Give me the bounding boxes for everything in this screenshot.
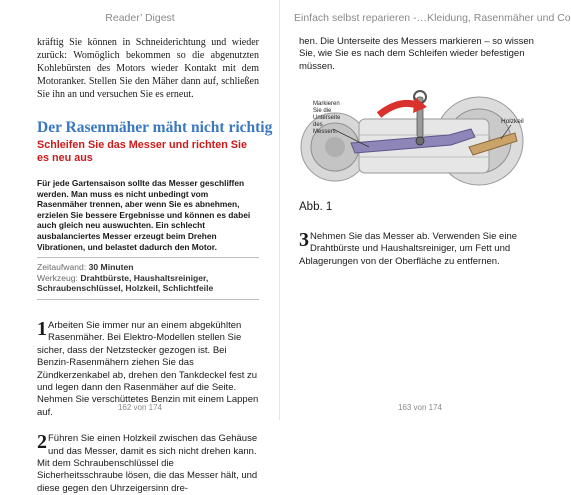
step-2	[37, 433, 259, 495]
page-number-left: 162 von 174	[117, 403, 163, 412]
time-info	[37, 262, 259, 273]
blade-illustration	[299, 85, 544, 193]
time-value: 30 Minuten	[88, 262, 134, 273]
tools-label: Werkzeug:	[37, 272, 78, 283]
continued-paragraph: hen. Die Unterseite des Messers markieren – so wissen Sie, wie Sie es nach dem Schleifen wieder befestigen müssen.	[299, 36, 534, 72]
tools-info	[37, 273, 259, 294]
lead-paragraph: Für jede Gartensaison sollte das Messer geschliffen werden. Man muss es nicht unbedingt vom Rasenmäher trennen, aber wenn Sie es abnehmen, erzielen Sie bessere Ergebnisse und können es dabei auch gleich neu auswuchten. Ein schlecht ausbalanciertes Messer erzeugt beim Drehen Vibrationen, und belastet dadurch den Motor.	[37, 178, 251, 252]
step-number: 3	[299, 228, 309, 251]
tools-value: Drahtbürste, Haushaltsreiniger, Schraubenschlüssel, Holzkeil, Schlichtfeile	[37, 272, 214, 294]
figure-label-marker: Markieren Sie die Unterseite des Messers.	[313, 100, 341, 135]
divider	[37, 299, 259, 300]
figure-blade-illustration	[299, 85, 544, 193]
time-label: Zeitaufwand:	[37, 262, 87, 273]
step-number: 1	[37, 317, 47, 340]
section-title: Der Rasenmäher mäht nicht richtig	[37, 119, 273, 136]
left-page	[0, 0, 280, 494]
step-number: 2	[37, 431, 47, 454]
running-head-left: Reader’ Digest	[105, 12, 175, 24]
left-page-content	[37, 36, 273, 495]
divider	[37, 257, 259, 258]
page-number-right: 163 von 174	[397, 403, 443, 412]
right-page-content	[299, 36, 544, 268]
continued-paragraph: kräftig Sie können in Schneiderichtung und wieder zurück: Womöglich bekommen so die abgenutzten Kohlebürsten des Motors wieder Kontakt mit dem Motoranker. Stellen Sie den Mäher dann auf, schließen Sie ihn an und versuchen Sie es erneut.	[37, 37, 259, 100]
step-text: Führen Sie einen Holzkeil zwischen das Gehäuse und das Messer, damit es sich nicht drehen kann. Mit dem Schraubenschlüssel die Sicherheitsschraube lösen, die das Messer hält, und diese gegen den Uhrzeigersinn dre-	[37, 433, 258, 494]
figure-caption: Abb. 1	[299, 200, 333, 213]
right-page	[280, 0, 571, 420]
running-head-right: Einfach selbst reparieren -…Kleidung, Rasenmäher und Co	[294, 12, 571, 24]
step-3	[299, 228, 544, 268]
step-text: Nehmen Sie das Messer ab. Verwenden Sie eine Drahtbürste und Haushaltsreiniger, um Fett und Ablagerungen von der Oberfläche zu entfernen.	[299, 230, 518, 267]
step-text: Arbeiten Sie immer nur an einem abgekühlten Rasenmäher. Bei Elektro-Modellen stellen Sie sicher, dass der Netzstecker gezogen ist. Bei Benzin-Rasenmähern ziehen Sie das Zündkerzenkabel ab, drehen den Tankdeckel fest zu und legen dann den Rasenmäher auf die Seite. Nehmen Sie verschüttetes Benzin mit einem Lappen auf.	[37, 319, 259, 418]
section-subtitle: Schleifen Sie das Messer und richten Sie es neu aus	[37, 139, 248, 164]
figure-label-wedge: Holzkeil	[501, 117, 524, 125]
